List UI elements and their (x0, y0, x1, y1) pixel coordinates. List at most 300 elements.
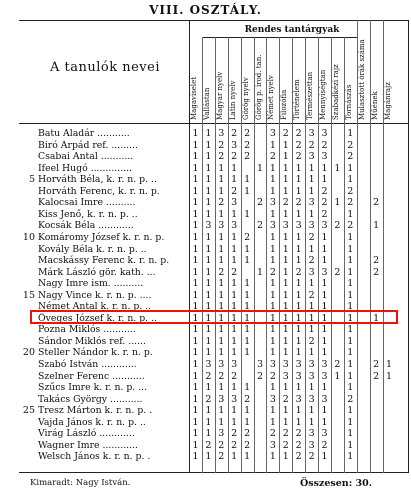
grade-cell: 2 (205, 393, 212, 405)
grade-cell: 1 (321, 162, 328, 174)
grade-cell: 1 (205, 128, 212, 139)
grade-cell: 2 (295, 266, 302, 278)
grade-cell: 1 (321, 231, 328, 243)
grade-cell: 1 (205, 174, 212, 186)
grade-cell: 3 (321, 393, 328, 405)
grade-cell: 1 (334, 197, 341, 209)
student-name: Csabai Antal ........... (38, 151, 134, 163)
grade-cell: 3 (231, 220, 238, 232)
grade-cell: 1 (218, 416, 225, 428)
grade-cell: 3 (308, 151, 315, 163)
grade-cell: 1 (347, 324, 354, 336)
grade-cell: 1 (205, 382, 212, 394)
student-name: Kocsák Béla ............ (38, 220, 134, 232)
grade-cell: 1 (192, 243, 199, 255)
grade-cell: 1 (269, 324, 276, 336)
grade-cell: 1 (282, 231, 289, 243)
grade-cell: 1 (244, 255, 251, 267)
grade-cell: 1 (347, 208, 354, 220)
grade-cell: 2 (373, 197, 380, 209)
grade-cell: 3 (231, 197, 238, 209)
grade-cell: 2 (334, 266, 341, 278)
grade-cell: 2 (347, 220, 354, 232)
grade-cell: 3 (321, 359, 328, 370)
grade-cell: 1 (192, 162, 199, 174)
grade-cell: 1 (269, 231, 276, 243)
grade-cell: 1 (282, 347, 289, 359)
grade-cell: 2 (218, 151, 225, 163)
grade-cell: 2 (308, 231, 315, 243)
grade-cell: 1 (282, 416, 289, 428)
grade-cell: 2 (256, 197, 264, 209)
grade-cell: 1 (269, 301, 276, 313)
grade-cell: 1 (231, 382, 238, 394)
grade-cell: 2 (244, 393, 251, 405)
grade-cell: 2 (231, 128, 238, 139)
column-header: Mulasztott órák száma (357, 39, 366, 120)
class-title: VIII. OSZTÁLY. (149, 3, 262, 17)
grade-cell: 1 (269, 405, 276, 417)
grade-cell: 2 (244, 128, 251, 139)
grade-cell: 1 (295, 405, 302, 417)
grade-cell: 2 (347, 393, 354, 405)
grade-cell: 1 (218, 405, 225, 417)
student-name: Macskássy Ferenc k. r. n. p. (38, 255, 170, 267)
grade-cell: 1 (308, 382, 315, 394)
grade-cell: 1 (282, 289, 289, 301)
grade-cell: 1 (269, 451, 276, 463)
grade-cell: 1 (231, 289, 238, 301)
grade-cell: 1 (244, 185, 251, 197)
grade-cell: 1 (308, 162, 315, 174)
grade-cell: 1 (295, 243, 302, 255)
column-header: Műének (370, 91, 379, 120)
grade-cell: 1 (321, 405, 328, 417)
grade-cell: 1 (347, 439, 354, 451)
grade-cell: 1 (269, 278, 276, 290)
grade-cell: 1 (269, 243, 276, 255)
grade-cell: 1 (205, 324, 212, 336)
grade-cell: 1 (295, 174, 302, 186)
grade-cell: 1 (295, 382, 302, 394)
grade-cell: 2 (295, 451, 302, 463)
grade-cell: 1 (295, 416, 302, 428)
student-name: Batu Aladár ........... (38, 128, 130, 139)
column-header: Német nyelv (267, 75, 276, 120)
grade-cell: 2 (295, 139, 302, 151)
grade-cell: 3 (308, 220, 315, 232)
grade-cell: 3 (308, 197, 315, 209)
grade-cell: 3 (282, 359, 289, 370)
student-name: Tresz Márton k. r. n. p. . (38, 405, 153, 417)
grade-cell: 1 (282, 335, 289, 347)
grade-cell: 2 (308, 451, 315, 463)
grade-cell: 1 (321, 278, 328, 290)
student-name: Kovály Béla k. r. n. p. .. (38, 243, 147, 255)
grade-cell: 1 (308, 312, 315, 324)
grade-cell: 2 (295, 197, 302, 209)
grade-cell: 1 (205, 347, 212, 359)
grade-cell: 1 (205, 231, 212, 243)
grade-cell: 1 (347, 416, 354, 428)
grade-cell: 3 (282, 220, 289, 232)
grade-cell: 1 (205, 335, 212, 347)
grade-cell: 1 (244, 382, 251, 394)
grade-cell: 1 (218, 382, 225, 394)
grade-cell: 3 (205, 359, 212, 370)
grade-cell: 2 (321, 197, 328, 209)
grade-cell: 1 (269, 162, 276, 174)
grade-cell: 2 (269, 370, 276, 382)
grade-cell: 1 (205, 151, 212, 163)
grade-cell: 1 (321, 335, 328, 347)
grade-cell: 1 (244, 416, 251, 428)
student-name: Nagy Vince k. r. n. p. .... (38, 289, 152, 301)
grade-cell: 2 (269, 151, 276, 163)
grade-cell: 1 (308, 174, 315, 186)
grade-cell: 1 (205, 266, 212, 278)
grade-cell: 1 (218, 347, 225, 359)
row-number: 25 (22, 405, 35, 417)
column-header: Filozófia (280, 89, 289, 120)
grade-cell: 1 (347, 278, 354, 290)
grade-cell: 2 (231, 151, 238, 163)
grade-cell: 1 (295, 255, 302, 267)
grade-cell: 1 (321, 451, 328, 463)
grade-cell: 1 (205, 185, 212, 197)
grade-cell: 2 (231, 428, 238, 440)
grade-cell: 2 (269, 266, 276, 278)
grade-cell: 3 (308, 266, 315, 278)
grade-cell: 1 (192, 220, 199, 232)
grade-cell: 3 (321, 266, 328, 278)
grade-cell: 1 (192, 301, 199, 313)
grade-cell: 1 (192, 197, 199, 209)
grade-cell: 1 (205, 162, 212, 174)
grade-cell: 1 (385, 370, 393, 382)
column-header: Latin nyelv (228, 80, 237, 120)
grade-cell: 1 (231, 162, 238, 174)
student-name: Öveges József k. r. n. p. .. (38, 312, 157, 324)
row-number: 15 (22, 289, 35, 301)
grade-cell: 1 (192, 370, 199, 382)
grade-cell: 1 (334, 162, 341, 174)
grade-cell: 1 (308, 185, 315, 197)
grade-cell: 3 (321, 151, 328, 163)
grade-cell: 1 (231, 451, 238, 463)
grade-cell: 2 (218, 439, 225, 451)
grade-cell: 1 (244, 174, 251, 186)
grade-cell: 1 (205, 208, 212, 220)
grade-cell: 1 (347, 335, 354, 347)
grade-cell: 1 (256, 266, 264, 278)
grade-cell: 3 (269, 439, 276, 451)
column-header: Természettan (306, 71, 315, 120)
grade-cell: 1 (308, 301, 315, 313)
student-name: Komáromy József k. r. n. p. (38, 231, 165, 243)
grade-cell: 1 (205, 289, 212, 301)
grade-cell: 1 (218, 289, 225, 301)
grade-cell: 1 (347, 370, 354, 382)
grade-cell: 1 (218, 185, 225, 197)
column-divider (370, 20, 371, 473)
names-column-header: A tanulók nevei (50, 60, 160, 75)
grade-cell: 2 (295, 439, 302, 451)
grade-cell: 3 (218, 428, 225, 440)
grade-cell: 3 (321, 128, 328, 139)
grade-cell: 3 (295, 370, 302, 382)
grade-cell: 2 (282, 439, 289, 451)
grade-cell: 1 (308, 416, 315, 428)
grade-cell: 1 (244, 451, 251, 463)
grade-cell: 1 (385, 359, 393, 370)
grade-cell: 1 (321, 312, 328, 324)
grade-cell: 2 (205, 439, 212, 451)
grade-cell: 1 (347, 162, 354, 174)
grade-cell: 3 (295, 393, 302, 405)
student-name: Vajda János k. r. n. p. .. (38, 416, 146, 428)
grade-cell: 1 (231, 416, 238, 428)
grade-cell: 1 (282, 255, 289, 267)
grade-cell: 3 (269, 197, 276, 209)
student-name: Horváth Ferenc, k. r. n. p. (38, 185, 160, 197)
grade-cell: 2 (373, 255, 380, 267)
row-number: 10 (22, 231, 35, 243)
grade-cell: 1 (282, 185, 289, 197)
grade-cell: 1 (347, 243, 354, 255)
grade-cell: 1 (192, 405, 199, 417)
grade-cell: 1 (205, 255, 212, 267)
grade-cell: 1 (205, 428, 212, 440)
grade-cell: 1 (205, 416, 212, 428)
grade-cell: 1 (295, 301, 302, 313)
grade-cell: 2 (347, 139, 354, 151)
grade-cell: 1 (244, 335, 251, 347)
grade-cell: 3 (218, 359, 225, 370)
grade-cell: 1 (218, 174, 225, 186)
grade-cell: 2 (244, 151, 251, 163)
grade-cell: 1 (347, 266, 354, 278)
column-header: Magyar nyelv (215, 71, 224, 120)
grade-cell: 1 (295, 335, 302, 347)
student-name: Német Antal k. r. n. p. .. (38, 301, 152, 313)
grade-cell: 2 (373, 266, 380, 278)
grade-cell: 2 (231, 266, 238, 278)
grade-cell: 3 (321, 220, 328, 232)
grade-cell: 1 (192, 439, 199, 451)
student-name: Welsch János k. r. n. p. . (38, 451, 151, 463)
grade-cell: 1 (282, 174, 289, 186)
grade-cell: 1 (231, 347, 238, 359)
grade-cell: 2 (282, 128, 289, 139)
grade-cell: 1 (308, 278, 315, 290)
grade-cell: 1 (308, 347, 315, 359)
student-name: Takács György ........... (38, 393, 143, 405)
student-name: Horváth Béla, k. r. n. p. .. (38, 174, 157, 186)
grade-cell: 2 (256, 220, 264, 232)
grade-cell: 1 (205, 451, 212, 463)
grade-cell: 2 (334, 359, 341, 370)
footer-missing: Kimaradt: Nagy István. (30, 478, 131, 488)
grade-cell: 1 (308, 405, 315, 417)
grade-cell: 3 (282, 370, 289, 382)
grade-cell: 2 (282, 197, 289, 209)
grade-cell: 1 (295, 347, 302, 359)
grade-cell: 1 (192, 278, 199, 290)
grade-cell: 1 (218, 255, 225, 267)
grade-cell: 1 (347, 382, 354, 394)
grade-cell: 2 (347, 151, 354, 163)
column-header: Vallástan (202, 87, 211, 120)
grade-cell: 1 (192, 139, 199, 151)
student-name: Nagy Imre ism. .......... (38, 278, 144, 290)
student-name: Virág László ............ (38, 428, 135, 440)
grade-cell: 1 (256, 162, 264, 174)
grade-cell: 1 (192, 451, 199, 463)
grade-cell: 2 (218, 451, 225, 463)
grade-cell: 1 (308, 324, 315, 336)
student-name: Kalocsai Imre .......... (38, 197, 136, 209)
grade-cell: 1 (192, 128, 199, 139)
grade-cell: 1 (231, 255, 238, 267)
grade-cell: 1 (347, 128, 354, 139)
grade-cell: 3 (295, 220, 302, 232)
grade-cell: 1 (321, 289, 328, 301)
grade-cell: 1 (244, 289, 251, 301)
grade-cell: 1 (192, 359, 199, 370)
grade-cell: 1 (192, 255, 199, 267)
column-header: Történelem (293, 79, 302, 120)
grade-cell: 1 (282, 266, 289, 278)
grade-cell: 2 (231, 370, 238, 382)
grade-cell: 1 (192, 289, 199, 301)
grade-cell: 1 (244, 347, 251, 359)
grade-cell: 1 (192, 416, 199, 428)
grade-cell: 2 (295, 128, 302, 139)
subjects-group-header: Rendes tantárgyak (244, 25, 340, 35)
grade-cell: 1 (282, 208, 289, 220)
grade-cell: 2 (244, 439, 251, 451)
grade-cell: 2 (282, 393, 289, 405)
grade-cell: 2 (308, 335, 315, 347)
grade-cell: 2 (373, 370, 380, 382)
highlight-box (30, 310, 398, 324)
grade-cell: 3 (269, 359, 276, 370)
grade-cell: 1 (347, 405, 354, 417)
grade-cell: 2 (321, 185, 328, 197)
grade-cell: 2 (321, 439, 328, 451)
grade-cell: 1 (347, 451, 354, 463)
grade-cell: 1 (269, 289, 276, 301)
grade-cell: 3 (269, 128, 276, 139)
grade-cell: 1 (373, 220, 380, 232)
grade-cell: 3 (231, 359, 238, 370)
grade-cell: 1 (295, 289, 302, 301)
grade-cell: 2 (244, 231, 251, 243)
grade-cell: 2 (244, 139, 251, 151)
grade-cell: 1 (244, 278, 251, 290)
grade-cell: 1 (295, 278, 302, 290)
grade-cell: 1 (321, 382, 328, 394)
grade-cell: 3 (269, 220, 276, 232)
grade-cell: 1 (218, 312, 225, 324)
grade-cell: 1 (321, 174, 328, 186)
grade-cell: 1 (295, 312, 302, 324)
grade-cell: 1 (295, 208, 302, 220)
grade-cell: 1 (295, 231, 302, 243)
grade-cell: 2 (231, 185, 238, 197)
grade-cell: 1 (347, 312, 354, 324)
grade-cell: 1 (218, 208, 225, 220)
grade-cell: 1 (205, 301, 212, 313)
student-name: Sándor Miklós ref. ...... (38, 335, 146, 347)
grade-cell: 1 (205, 243, 212, 255)
student-name: Biró Árpád ref. ......... (38, 139, 138, 151)
grade-cell: 1 (269, 208, 276, 220)
grade-cell: 1 (192, 393, 199, 405)
grade-cell: 1 (321, 243, 328, 255)
grade-cell: 1 (282, 312, 289, 324)
student-name: Ifeel Hugó .............. (38, 162, 133, 174)
grade-cell: 3 (231, 393, 238, 405)
grade-cell: 1 (231, 335, 238, 347)
grade-cell: 1 (269, 185, 276, 197)
grade-cell: 1 (295, 324, 302, 336)
grade-cell: 3 (308, 359, 315, 370)
grade-cell: 2 (295, 151, 302, 163)
grade-cell: 1 (244, 405, 251, 417)
grade-cell: 1 (269, 335, 276, 347)
grade-cell: 1 (231, 301, 238, 313)
grade-cell: 1 (192, 335, 199, 347)
student-name: Szelner Ferenc ........... (38, 370, 145, 382)
grade-cell: 1 (218, 243, 225, 255)
grade-cell: 2 (308, 289, 315, 301)
grade-cell: 2 (347, 197, 354, 209)
grade-cell: 1 (282, 278, 289, 290)
grade-cell: 1 (269, 139, 276, 151)
grade-cell: 2 (347, 185, 354, 197)
grade-cell: 1 (269, 382, 276, 394)
grade-cell: 1 (269, 255, 276, 267)
grade-cell: 3 (205, 220, 212, 232)
grade-cell: 1 (231, 243, 238, 255)
grade-cell: 1 (269, 347, 276, 359)
grade-cell: 2 (218, 197, 225, 209)
grade-cell: 1 (282, 151, 289, 163)
grade-cell: 1 (218, 335, 225, 347)
grade-cell: 2 (231, 439, 238, 451)
row-number: 20 (22, 347, 35, 359)
student-name: Wagner Imre ............ (38, 439, 138, 451)
grade-cell: 3 (218, 220, 225, 232)
column-header: Magánrajz (383, 82, 392, 120)
row-number: 5 (28, 174, 35, 186)
grade-cell: 1 (192, 428, 199, 440)
grade-cell: 1 (295, 162, 302, 174)
grade-cell: 3 (308, 428, 315, 440)
grade-cell: 2 (218, 266, 225, 278)
grade-cell: 1 (205, 405, 212, 417)
grade-cell: 1 (205, 278, 212, 290)
grade-cell: 1 (282, 382, 289, 394)
grade-cell: 1 (282, 301, 289, 313)
grade-cell: 2 (321, 139, 328, 151)
grade-cell: 1 (192, 382, 199, 394)
grade-cell: 1 (218, 278, 225, 290)
grade-cell: 1 (321, 416, 328, 428)
grade-cell: 3 (218, 393, 225, 405)
